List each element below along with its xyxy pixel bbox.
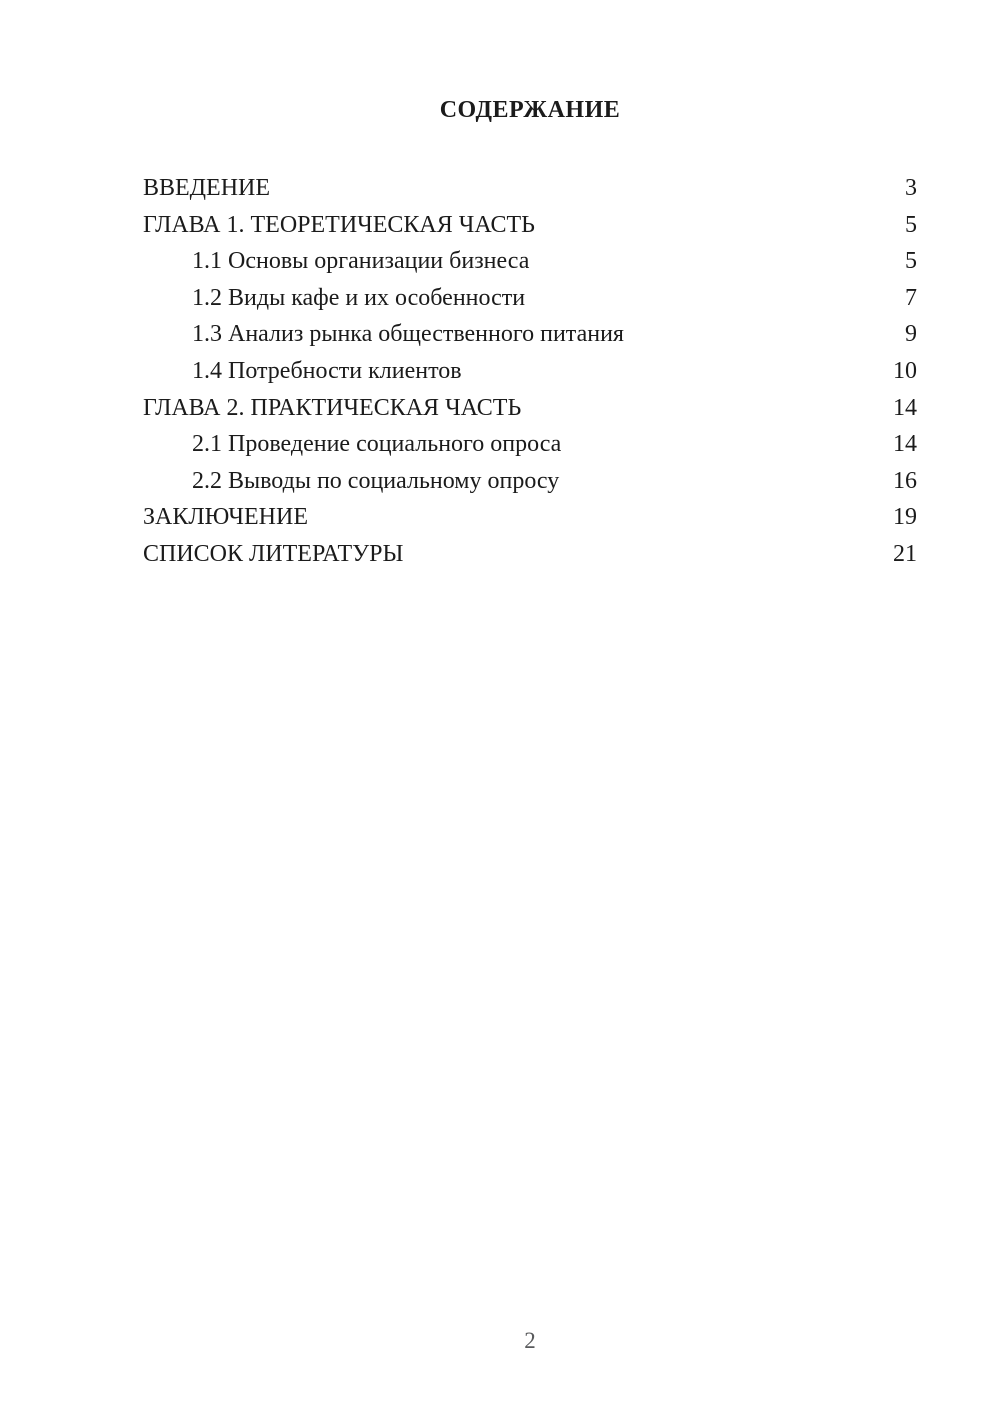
toc-entry-page: 14 bbox=[893, 394, 917, 421]
page-title: СОДЕРЖАНИЕ bbox=[439, 97, 621, 123]
toc-entry bbox=[143, 243, 917, 280]
footer-page-number: 2 bbox=[524, 1328, 536, 1353]
table-of-contents bbox=[143, 170, 917, 573]
document-page bbox=[143, 0, 917, 1414]
toc-entry-page: 3 bbox=[905, 175, 917, 201]
toc-entry-label: 1.1 Основы организации бизнеса bbox=[192, 248, 530, 275]
toc-entry-label: 2.2 Выводы по социальному опросу bbox=[192, 467, 560, 494]
toc-entry-page: 9 bbox=[905, 321, 917, 348]
toc-entry-page: 19 bbox=[893, 504, 917, 531]
toc-entry-label: ГЛАВА 1. ТЕОРЕТИЧЕСКАЯ ЧАСТЬ bbox=[143, 211, 535, 238]
toc-entry-label: 1.4 Потребности клиентов bbox=[192, 357, 462, 384]
toc-entry-page: 7 bbox=[905, 284, 917, 311]
toc-entry-label: СПИСОК ЛИТЕРАТУРЫ bbox=[143, 540, 404, 567]
toc-entry-label: 2.1 Проведение социального опроса bbox=[192, 431, 562, 458]
toc-entry bbox=[143, 280, 917, 317]
toc-entry bbox=[143, 170, 917, 207]
toc-entry-page: 10 bbox=[893, 357, 917, 384]
toc-entry-label: 1.3 Анализ рынка общественного питания bbox=[192, 321, 624, 348]
toc-entry bbox=[143, 207, 917, 244]
toc-entry-label: ВВЕДЕНИЕ bbox=[143, 175, 271, 201]
toc-entry-page: 21 bbox=[893, 540, 917, 567]
toc-entry-label: 1.2 Виды кафе и их особенности bbox=[192, 284, 526, 311]
toc-entry bbox=[143, 390, 917, 427]
toc-entry-page: 5 bbox=[905, 211, 917, 238]
toc-entry-label: ЗАКЛЮЧЕНИЕ bbox=[143, 504, 308, 531]
toc-entry-page: 16 bbox=[893, 467, 917, 494]
toc-entry bbox=[143, 536, 917, 573]
toc-entry bbox=[143, 426, 917, 463]
toc-entry bbox=[143, 316, 917, 353]
toc-entry-page: 14 bbox=[893, 431, 917, 458]
toc-entry bbox=[143, 463, 917, 500]
toc-entry-page: 5 bbox=[905, 248, 917, 275]
toc-entry bbox=[143, 499, 917, 536]
toc-entry bbox=[143, 353, 917, 390]
toc-entry-label: ГЛАВА 2. ПРАКТИЧЕСКАЯ ЧАСТЬ bbox=[143, 394, 522, 421]
